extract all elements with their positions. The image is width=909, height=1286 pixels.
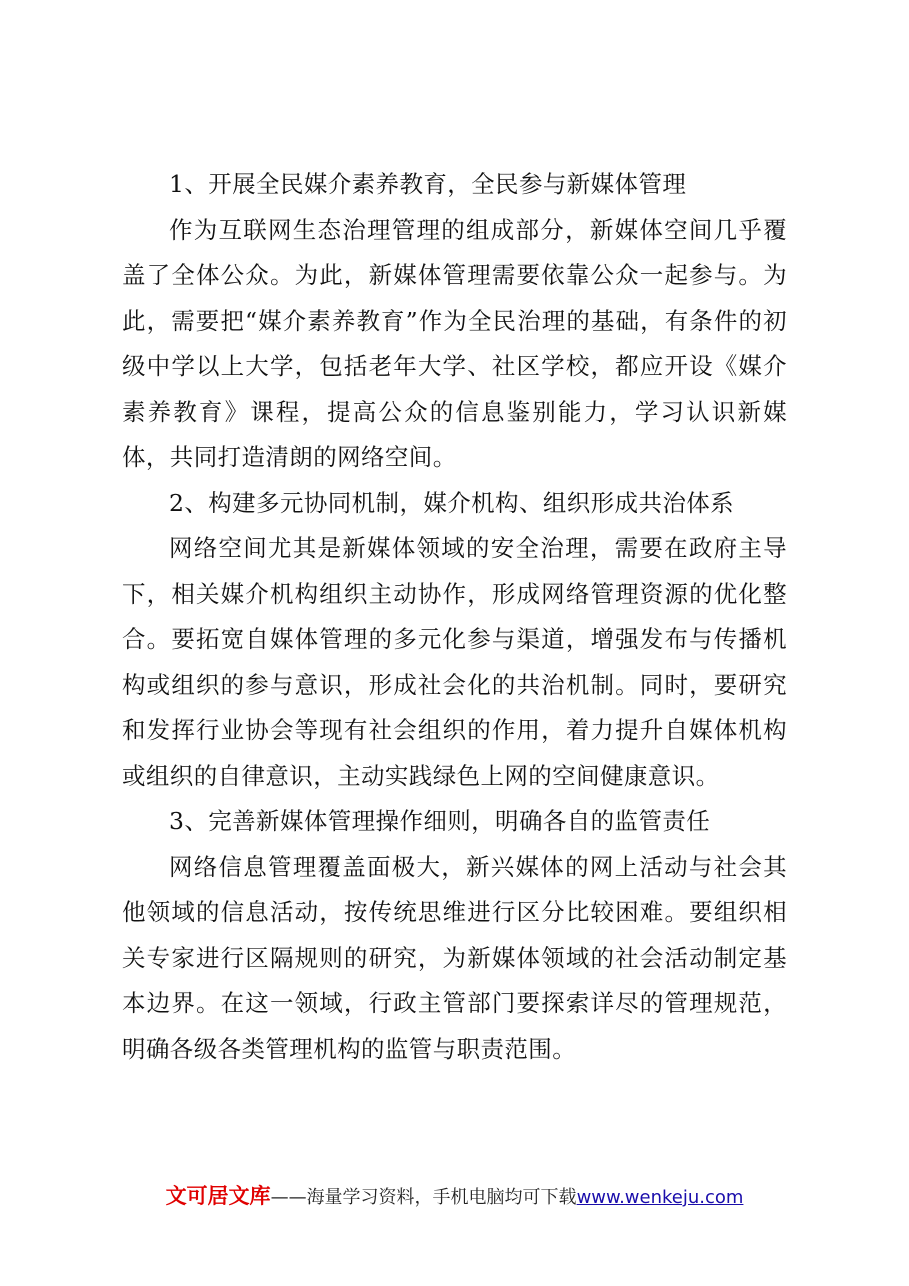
footer-tagline: ——海量学习资料，手机电脑均可下载	[270, 1187, 577, 1208]
document-body	[122, 162, 787, 1072]
section-3-heading: 3、完善新媒体管理操作细则，明确各自的监管责任	[169, 807, 711, 835]
section-2-paragraph: 网络空间尤其是新媒体领域的安全治理，需要在政府主导下，相关媒介机构组织主动协作，形成网络管理资源的优化整合。要拓宽自媒体管理的多元化参与渠道，增强发布与传播机构或组织的参与意识，形成社会化的共治机制。同时，要研究和发挥行业协会等现有社会组织的作用，着力提升自媒体机构或组织的自律意识，主动实践绿色上网的空间健康意识。	[122, 534, 787, 790]
section-3-paragraph: 网络信息管理覆盖面极大，新兴媒体的网上活动与社会其他领域的信息活动，按传统思维进行区分比较困难。要组织相关专家进行区隔规则的研究，为新媒体领域的社会活动制定基本边界。在这一领域，行政主管部门要探索详尽的管理规范，明确各级各类管理机构的监管与职责范围。	[122, 852, 787, 1063]
section-2-heading: 2、构建多元协同机制，媒介机构、组织形成共治体系	[169, 488, 735, 517]
footer-brand: 文可居文库	[165, 1184, 271, 1208]
section-1-paragraph: 作为互联网生态治理管理的组成部分，新媒体空间几乎覆盖了全体公众。为此，新媒体管理需要依靠公众一起参与。为此，需要把“媒介素养教育”作为全民治理的基础，有条件的初级中学以上大学，包括老年大学、社区学校，都应开设《媒介素养教育》课程，提高公众的信息鉴别能力，学习认识新媒体，共同打造清朗的网络空间。	[122, 215, 787, 471]
page-footer	[0, 1183, 909, 1211]
footer-link[interactable]: www.wenkeju.com	[576, 1187, 744, 1208]
section-1-heading: 1、开展全民媒介素养教育，全民参与新媒体管理	[169, 170, 687, 198]
